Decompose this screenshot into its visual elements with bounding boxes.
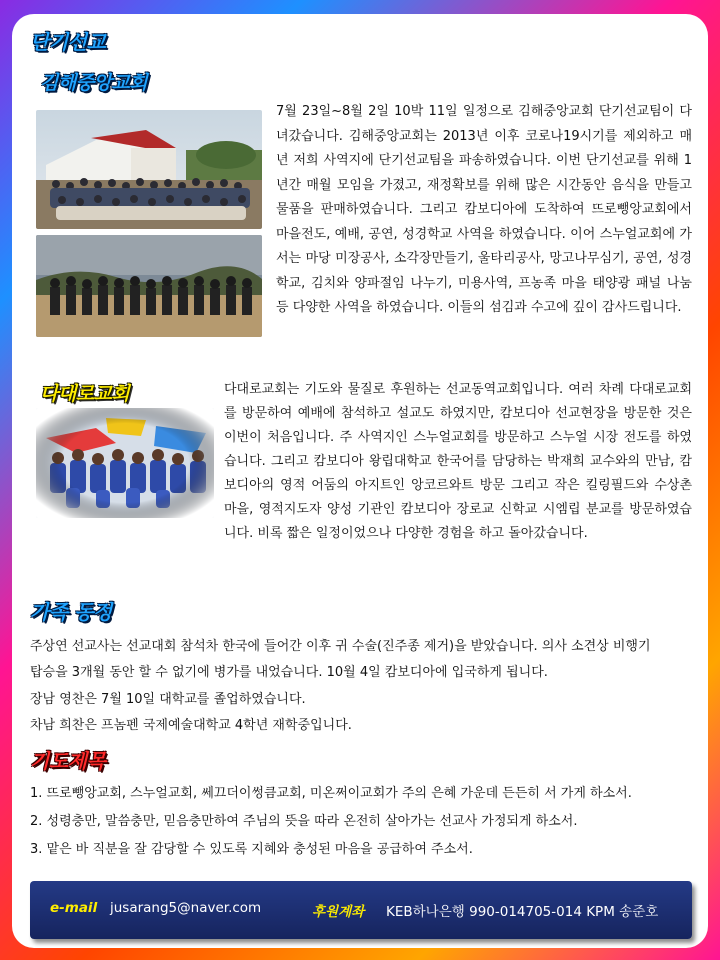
family-news-line: 장남 영찬은 7월 10일 대학교를 졸업하였습니다. xyxy=(30,692,306,707)
dadaero-group-photo xyxy=(36,408,214,518)
prayer-item: 3. 맡은 바 직분을 잘 감당할 수 있도록 지혜와 충성된 마음을 공급하여 주소서. xyxy=(30,842,473,857)
contact-footer xyxy=(30,881,692,939)
section-title-prayer-requests: 기도제목 xyxy=(30,749,106,773)
gimhae-mission-report: 7월 23일~8월 2일 10박 11일 일정으로 김해중앙교회 단기선교팀이 다녀갔습니다. 김해중앙교회는 2013년 이후 코로나19시기를 제외하고 매년 저희 사역지에 단기선교팀을 파송하였습니다. 이번 단기선교를 위해 1년간 매월 모임을 가졌고, 재정확보를 위해 많은 시간동안 음식을 만들고 물품을 판매하였습니다. 그리고 캄보디아에 도착하여 뜨로뺑앙교회에서 마을전도, 예배, 공연, 성경학교 사역을 하였습니다. 이어 스누얼교회에 가서는 마당 미장공사, 소각장만들기, 울타리공사, 망고나무심기, 공연, 성경학교, 김치와 양파절임 나누기, 미용사역, 프농족 마을 태양광 패널 나눔 등 다양한 사역을 하였습니다. 이들의 섬김과 수고에 깊이 감사드립니다. xyxy=(276,104,692,315)
email-address[interactable]: jusarang5@naver.com xyxy=(110,900,262,916)
email-label: e-mail xyxy=(50,900,98,916)
family-news-line: 차남 희찬은 프놈펜 국제예술대학교 4학년 재학중입니다. xyxy=(30,718,352,733)
family-news-line: 주상연 선교사는 선교대회 참석차 한국에 들어간 이후 귀 수술(진주종 제거)을 받았습니다. 의사 소견상 비행기 xyxy=(30,639,651,654)
prayer-item: 2. 성령충만, 말씀충만, 믿음충만하여 주님의 뜻을 따라 온전히 살아가는 선교사 가정되게 하소서. xyxy=(30,814,578,829)
section-title-family-news: 가족 동정 xyxy=(30,600,112,624)
section-title-dadaero-church: 다대로교회 xyxy=(40,383,130,405)
family-news-line: 탑승을 3개월 동안 할 수 없기에 병가를 내었습니다. 10월 4일 캄보디아에 입국하게 됩니다. xyxy=(30,665,548,680)
section-title-short-term-mission: 단기선교 xyxy=(30,30,106,54)
prayer-item: 1. 뜨로뺑앙교회, 스누얼교회, 쎄끄더이썽큼교회, 미온쩌이교회가 주의 은혜 가운데 든든히 서 가게 하소서. xyxy=(30,786,632,801)
donation-account-number: KEB하나은행 990-014705-014 KPM 송준호 xyxy=(386,904,659,920)
gimhae-group-photo-1 xyxy=(36,110,262,229)
section-title-gimhae-church: 김해중앙교회 xyxy=(40,72,148,94)
dadaero-visit-report: 다대로교회는 기도와 물질로 후원하는 선교동역교회입니다. 여러 차례 다대로교회를 방문하여 예배에 참석하고 설교도 하였지만, 캄보디아 선교현장을 방문한 것은 이번이 처음입니다. 주 사역지인 스누얼교회를 방문하고 스누얼 시장 전도를 하였습니다. 그리고 캄보디아 왕립대학교 한국어를 담당하는 박재희 교수와의 만남, 캄보디아의 영적 어둠의 아지트인 앙코르와트 방문 그리고 작은 킬링필드와 수상촌 마을, 영적지도자 양성 기관인 캄보디아 장로교 신학교 시엠립 분교를 방문하였습니다. 비록 짧은 일정이었으나 다양한 경험을 하고 돌아갔습니다. xyxy=(224,382,692,541)
donation-account-label: 후원계좌 xyxy=(312,904,365,920)
gimhae-group-photo-2 xyxy=(36,235,262,337)
